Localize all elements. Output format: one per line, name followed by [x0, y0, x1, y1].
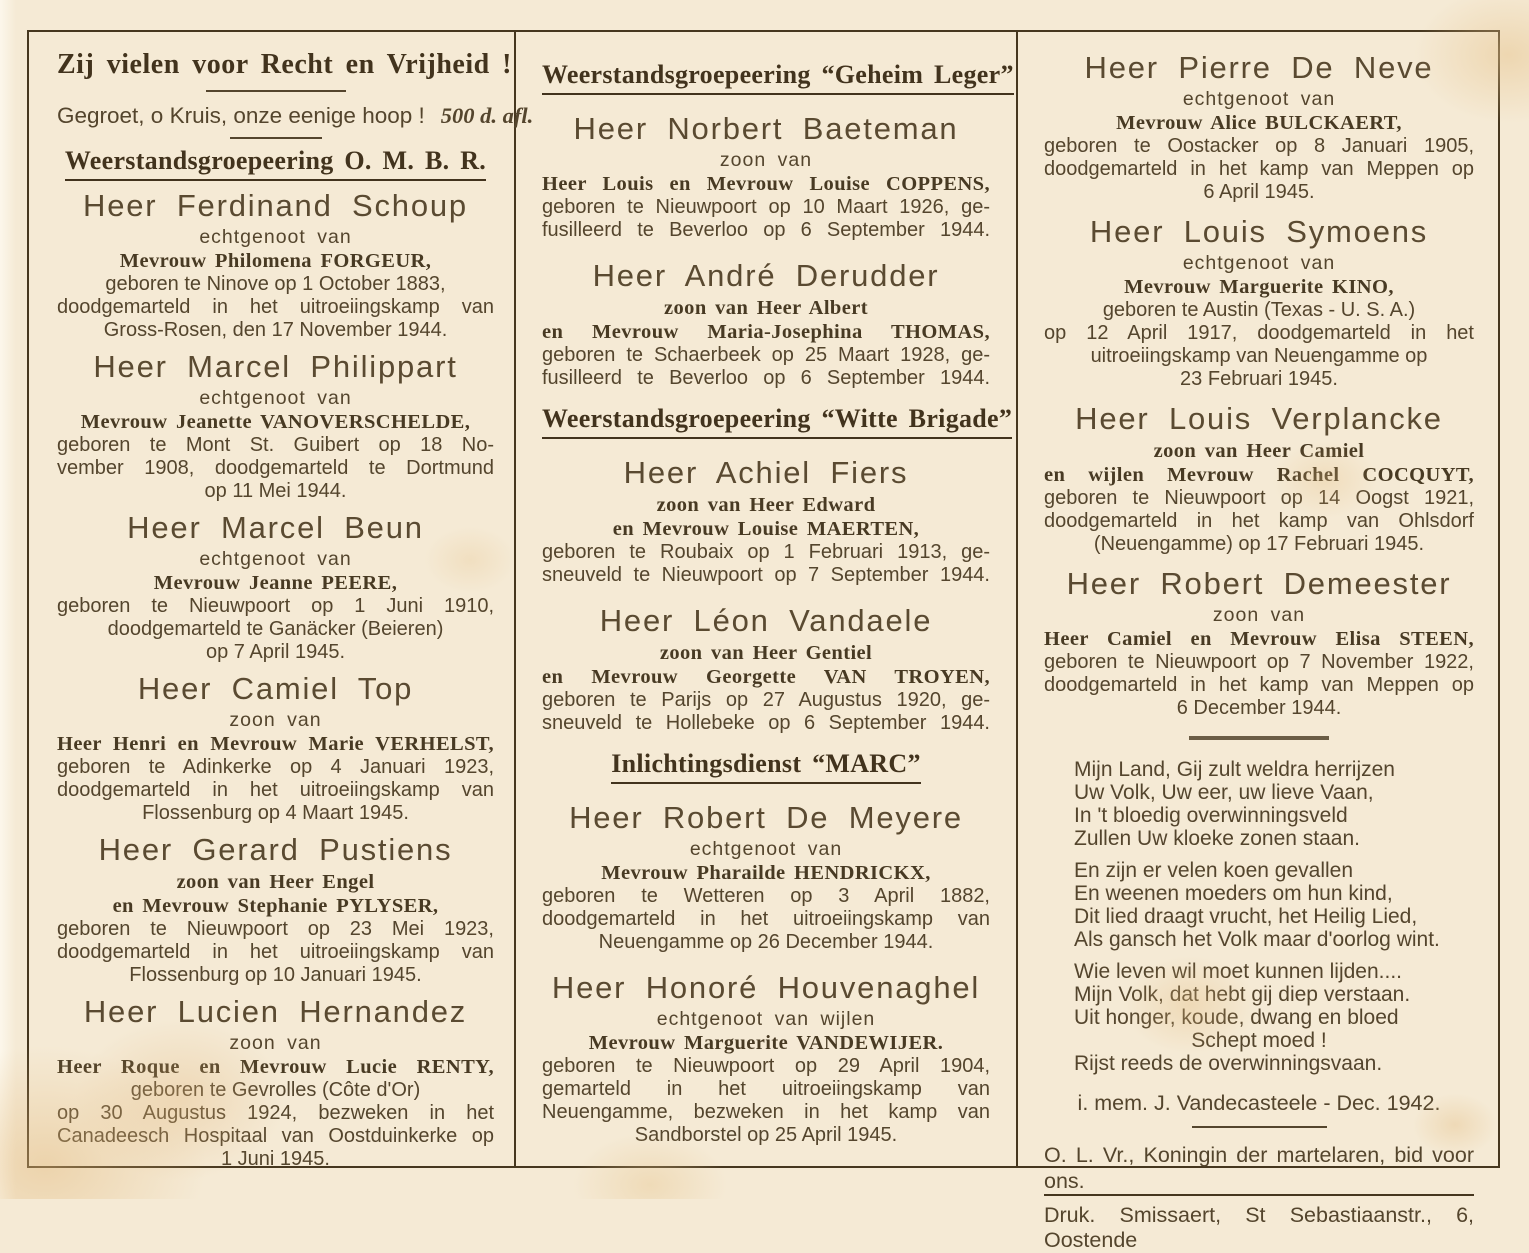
entry-line: vember 1908, doodgemarteld te Dortmund — [57, 457, 494, 479]
entry-line: Heer Camiel en Mevrouw Elisa STEEN, — [1044, 628, 1474, 650]
entry-line: geboren te Nieuwpoort op 23 Mei 1923, — [57, 918, 494, 940]
entry-line: zoon van Heer Engel — [176, 871, 375, 893]
entry-line: Heer Roque en Mevrouw Lucie RENTY, — [57, 1056, 494, 1078]
section-header-wrap — [57, 146, 494, 181]
entry-line: geboren te Roubaix op 1 Februari 1913, ge- — [542, 541, 990, 563]
entry-line: 1 Juni 1945. — [221, 1148, 330, 1170]
entry-line: geboren te Parijs op 27 Augustus 1920, ge- — [542, 689, 990, 711]
entry-line: zoon van — [229, 1032, 322, 1054]
entry-line: op 7 April 1945. — [206, 641, 345, 663]
entry-line: op 12 April 1917, doodgemarteld in het — [1044, 322, 1474, 344]
section-header-wrap — [542, 749, 990, 784]
entry-line: echtgenoot van — [199, 387, 352, 409]
entry-line: Gross-Rosen, den 17 November 1944. — [103, 319, 448, 341]
entry-line: doodgemarteld in het uitroeiingskamp van — [542, 908, 990, 930]
entry-line: echtgenoot van — [689, 838, 843, 860]
entry-name: Heer Camiel Top — [137, 671, 414, 706]
entry-name: Heer Léon Vandaele — [599, 603, 933, 638]
entry-line: 6 December 1944. — [1176, 697, 1342, 719]
entry-name: Heer Gerard Pustiens — [98, 832, 453, 867]
poem-line: Uit honger, koude, dwang en bloed — [1074, 1006, 1399, 1029]
entry-name: Heer Louis Symoens — [1089, 214, 1429, 249]
entry-line: geboren te Oostacker op 8 Januari 1905, — [1044, 135, 1474, 157]
entry-name: Heer Robert De Meyere — [569, 800, 963, 835]
entry-line: Canadeesch Hospitaal van Oostduinkerke op — [57, 1125, 494, 1147]
memorial-entry — [542, 603, 990, 735]
entry-line: Mevrouw Philomena FORGEUR, — [119, 250, 432, 272]
memorial-entry — [542, 970, 990, 1147]
entry-line: en Mevrouw Georgette VAN TROYEN, — [542, 666, 990, 688]
column-1 — [29, 32, 534, 1170]
entry-name: Heer Robert Demeester — [1066, 566, 1452, 601]
entry-line: Mevrouw Jeanette VANOVERSCHELDE, — [80, 411, 471, 433]
entry-line: geboren te Nieuwpoort op 7 November 1922, — [1044, 651, 1474, 673]
entry-name: Heer Marcel Beun — [127, 510, 424, 545]
entry-line: zoon van — [719, 149, 813, 171]
entry-line: op 11 Mei 1944. — [204, 480, 347, 502]
entry-line: fusilleerd te Beverloo op 6 September 1944. — [542, 367, 990, 389]
memorial-entry — [542, 800, 990, 954]
entry-name: Heer Pierre De Neve — [1084, 50, 1434, 85]
entry-line: Neuengamme op 26 December 1944. — [598, 931, 934, 953]
entry-line: Flossenburg op 10 Januari 1945. — [129, 964, 422, 986]
poem-line: Schept moed ! — [1191, 1029, 1327, 1052]
poem-line: Wie leven wil moet kunnen lijden.... — [1074, 960, 1402, 983]
entry-line: zoon van — [1212, 604, 1306, 626]
entry-line: uitroeiingskamp van Neuengamme op — [1090, 345, 1428, 367]
entry-line: geboren te Ninove op 1 October 1883, — [105, 273, 446, 295]
entry-line: Heer Henri en Mevrouw Marie VERHELST, — [57, 733, 494, 755]
entry-line: gemarteld in het uitroeiingskamp van — [542, 1078, 990, 1100]
entry-line: Neuengamme, bezweken in het kamp van — [542, 1101, 990, 1123]
entry-line: geboren te Nieuwpoort op 14 Oogst 1921, — [1044, 487, 1474, 509]
entry-line: en wijlen Mevrouw Rachel COCQUYT, — [1044, 464, 1474, 486]
section-header-wrap — [542, 404, 1013, 439]
memorial-entry — [542, 111, 990, 242]
entry-line: en Mevrouw Maria-Josephina THOMAS, — [542, 321, 990, 343]
entry-name: Heer Honoré Houvenaghel — [551, 970, 981, 1005]
column-3 — [1018, 32, 1498, 1252]
prayer-line: O. L. Vr., Koningin der martelaren, bid voor ons. — [1044, 1143, 1474, 1193]
entry-line: doodgemarteld te Ganäcker (Beieren) — [107, 618, 444, 640]
entry-name: Heer André Derudder — [592, 258, 940, 293]
poem-line: Mijn Land, Gij zult weldra herrijzen — [1074, 758, 1395, 781]
entry-line: geboren te Nieuwpoort op 1 Juni 1910, — [57, 595, 494, 617]
entry-line: (Neuengamme) op 17 Februari 1945. — [1093, 533, 1425, 555]
memorial-entry — [57, 994, 494, 1171]
motto-rule — [230, 137, 322, 139]
poem — [1044, 758, 1474, 1084]
entry-name: Heer Ferdinand Schoup — [83, 188, 468, 223]
title-rule — [206, 90, 346, 92]
entry-line: 23 Februari 1945. — [1180, 368, 1338, 390]
entry-line: zoon van Heer Camiel — [1153, 440, 1365, 462]
entry-line: Mevrouw Marguerite KINO, — [1124, 276, 1394, 298]
entry-name: Heer Marcel Philippart — [93, 349, 458, 384]
entry-line: geboren te Mont St. Guibert op 18 No- — [57, 434, 494, 456]
entry-name: Heer Norbert Baeteman — [573, 111, 959, 146]
memorial-entry — [1044, 50, 1474, 204]
memorial-entry — [57, 671, 494, 825]
memorial-entry — [542, 258, 990, 390]
memorial-entry — [57, 188, 494, 342]
entry-line: 6 April 1945. — [1203, 181, 1315, 203]
entry-line: sneuveld te Hollebeke op 6 September 1944. — [542, 712, 990, 734]
entry-line: Mevrouw Alice BULCKAERT, — [1116, 112, 1402, 134]
entry-line: geboren te Wetteren op 3 April 1882, — [542, 885, 990, 907]
motto-text: Gegroet, o Kruis, onze eenige hoop ! — [57, 103, 425, 128]
section-header-wrap — [542, 60, 1014, 95]
poem-line: Zullen Uw kloeke zonen staan. — [1074, 827, 1360, 850]
poem-stanza — [1044, 859, 1474, 951]
entry-line: Sandborstel op 25 April 1945. — [634, 1124, 898, 1146]
entry-line: doodgemarteld in het uitroeiingskamp van — [57, 941, 494, 963]
motto-edition-note: 500 d. afl. — [440, 103, 534, 128]
entry-name: Heer Lucien Hernandez — [83, 994, 468, 1029]
poem-line: Uw Volk, Uw eer, uw lieve Vaan, — [1074, 781, 1374, 804]
entry-line: geboren te Austin (Texas - U. S. A.) — [1102, 299, 1416, 321]
poem-line: Mijn Volk, dat hebt gij diep verstaan. — [1074, 983, 1411, 1006]
entry-line: echtgenoot van — [199, 548, 352, 570]
entry-line: en Mevrouw Louise MAERTEN, — [612, 518, 920, 540]
section-header: Weerstandsgroepeering “Witte Brigade” — [542, 404, 1012, 439]
poem-line: Dit lied draagt vrucht, het Heilig Lied, — [1074, 905, 1418, 928]
entry-line: en Mevrouw Stephanie PYLYSER, — [112, 895, 439, 917]
entry-line: zoon van Heer Gentiel — [659, 642, 873, 664]
memorial-card — [27, 30, 1500, 1252]
entry-line: sneuveld te Nieuwpoort op 7 September 1944. — [542, 564, 990, 586]
poem-stanza — [1044, 960, 1474, 1075]
section-header: Inlichtingsdienst “MARC” — [611, 749, 921, 784]
entry-line: doodgemarteld in het kamp van Meppen op — [1044, 674, 1474, 696]
memorial-entry — [57, 832, 494, 987]
entry-line: geboren te Gevrolles (Côte d'Or) — [130, 1079, 421, 1101]
entry-line: Heer Louis en Mevrouw Louise COPPENS, — [542, 173, 990, 195]
entry-line: zoon van Heer Albert — [664, 297, 868, 319]
entry-line: fusilleerd te Beverloo op 6 September 1944. — [542, 219, 990, 241]
memorial-entry — [57, 510, 494, 664]
memorial-entry — [1044, 401, 1474, 556]
memorial-entry — [1044, 566, 1474, 720]
motto-line — [57, 102, 534, 129]
mid-rule — [1192, 1126, 1327, 1128]
entry-line: Mevrouw Pharailde HENDRICKX, — [601, 862, 931, 884]
poem-attribution: i. mem. J. Vandecasteele - Dec. 1942. — [1077, 1091, 1441, 1115]
entry-line: Mevrouw Marguerite VANDEWIJER. — [588, 1032, 944, 1054]
column-2 — [516, 32, 1018, 1166]
entry-line: Flossenburg op 4 Maart 1945. — [142, 802, 409, 824]
entry-line: op 30 Augustus 1924, bezweken in het — [57, 1102, 494, 1124]
section-header: Weerstandsgroepeering O. M. B. R. — [65, 146, 486, 181]
printer-credit: Druk. Smissaert, St Sebastiaanstr., 6, Oostende — [1044, 1194, 1474, 1253]
section-header: Weerstandsgroepeering “Geheim Leger” — [542, 60, 1014, 95]
memorial-entry — [57, 349, 494, 503]
entry-line: echtgenoot van — [199, 226, 352, 248]
poem-stanza — [1044, 758, 1474, 850]
entry-line: geboren te Nieuwpoort op 10 Maart 1926, ge- — [542, 196, 990, 218]
poem-line: En weenen moeders om hun kind, — [1074, 882, 1393, 905]
entry-line: echtgenoot van — [1182, 88, 1336, 110]
entry-line: zoon van Heer Edward — [656, 494, 876, 516]
entry-line: Mevrouw Jeanne PEERE, — [153, 572, 398, 594]
memorial-entry — [1044, 214, 1474, 391]
entry-line: geboren te Adinkerke op 4 Januari 1923, — [57, 756, 494, 778]
poem-line: In 't bloedig overwinningsveld — [1074, 804, 1348, 827]
entry-name: Heer Louis Verplancke — [1075, 401, 1443, 436]
poem-line: En zijn er velen koen gevallen — [1074, 859, 1354, 882]
memorial-entry — [542, 455, 990, 587]
poem-line: Rijst reeds de overwinningsvaan. — [1074, 1052, 1383, 1075]
entry-line: geboren te Schaerbeek op 25 Maart 1928, ge- — [542, 344, 990, 366]
entry-line: zoon van — [229, 709, 322, 731]
poem-line: Als gansch het Volk maar d'oorlog wint. — [1074, 928, 1440, 951]
entry-name: Heer Achiel Fiers — [623, 455, 909, 490]
entry-line: echtgenoot van — [1182, 252, 1336, 274]
entry-line: doodgemarteld in het uitroeiingskamp van — [57, 779, 494, 801]
page-title: Zij vielen voor Recht en Vrijheid ! — [57, 49, 513, 80]
entry-divider — [1189, 736, 1329, 740]
entry-line: doodgemarteld in het uitroeiingskamp van — [57, 296, 494, 318]
entry-line: doodgemarteld in het kamp van Ohlsdorf — [1044, 510, 1474, 532]
entry-line: geboren te Nieuwpoort op 29 April 1904, — [542, 1055, 990, 1077]
entry-line: echtgenoot van wijlen — [656, 1008, 876, 1030]
entry-line: doodgemarteld in het kamp van Meppen op — [1044, 158, 1474, 180]
